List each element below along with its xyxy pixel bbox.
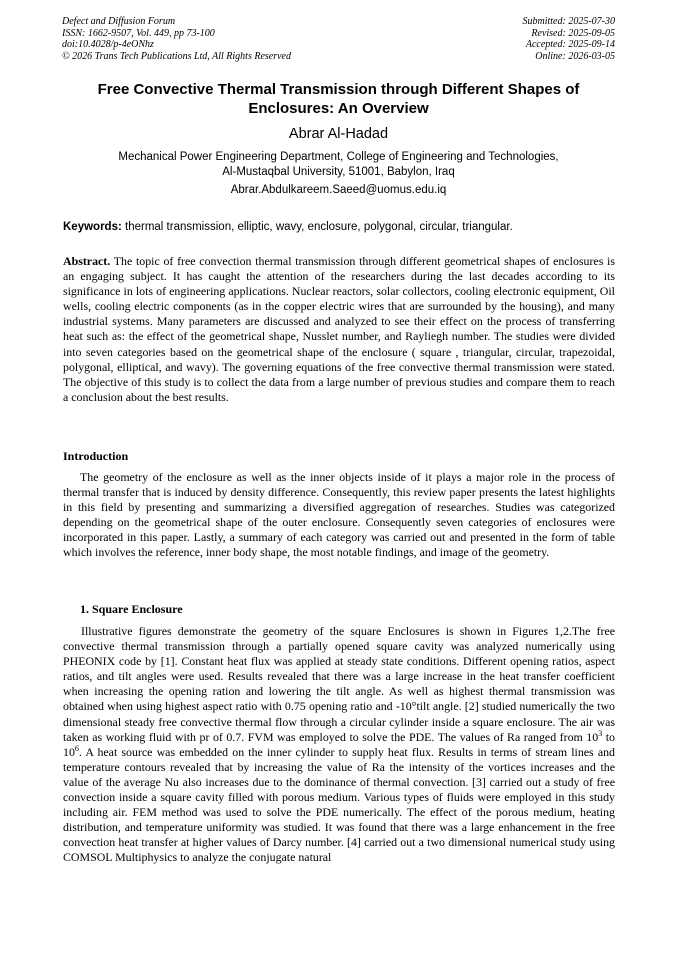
keywords-text: thermal transmission, elliptic, wavy, enclosure, polygonal, circular, triangular. xyxy=(125,221,513,233)
author-affiliation xyxy=(62,150,615,180)
abstract-paragraph xyxy=(63,254,615,405)
affiliation-line-1: Mechanical Power Engineering Department, College of Engineering and Technologies, xyxy=(118,151,559,163)
introduction-heading: Introduction xyxy=(63,449,129,463)
paper-title: Free Convective Thermal Transmission through Different Shapes of Enclosures: An Overview xyxy=(97,81,580,117)
journal-issn: ISSN: 1662-9507, Vol. 449, pp 73-100 xyxy=(62,27,215,39)
section-1-paragraph xyxy=(63,624,615,866)
journal-header xyxy=(62,16,291,62)
journal-doi: doi:10.4028/p-4eONhz xyxy=(62,39,154,50)
exponent-6: 6 xyxy=(74,743,79,753)
date-accepted: Accepted: 2025-09-14 xyxy=(525,39,615,50)
exponent-3: 3 xyxy=(598,728,603,738)
keywords xyxy=(63,220,615,235)
section-1-text-a: Illustrative figures demonstrate the geometry of the square Enclosures is shown in Figures 1,2.The free convective thermal transmission through a partially opened square cavity was analyzed numerically using PHEONIX code by [1]. Constant heat flux was applied at steady state conditions. Different opening ratios, aspect ratios, and tilt angles were used. Results revealed that there was a large increase in the heat transfer coefficient when increasing the opening ration and lowering the tilt angle. As well as highest thermal transmission was obtained when using highest aspect ratio with 0.75 opening ratio and -10°tilt angle. [2] studied numerically the two dimensional steady free convective thermal flow through a circular cylinder inside a square enclosure. The air was taken as working fluid with pr of 0.7. FVM was employed to solve the PDE. The values of Ra ranged from 10 xyxy=(63,624,615,744)
date-online: Online: 2026-03-05 xyxy=(535,50,615,62)
date-submitted: Submitted: 2025-07-30 xyxy=(522,16,615,27)
publication-dates xyxy=(523,16,616,62)
author-email: Abrar.Abdulkareem.Saeed@uomus.edu.iq xyxy=(230,184,447,196)
journal-copyright: © 2026 Trans Tech Publications Ltd, All Rights Reserved xyxy=(62,50,291,62)
keywords-label: Keywords: xyxy=(63,221,122,233)
affiliation-line-2: Al-Mustaqbal University, 51001, Babylon, Iraq xyxy=(222,166,455,178)
abstract-text: The topic of free convection thermal transmission through different geometrical shapes of enclosures is an engaging subject. It has caught the attention of the researchers during the last decades according to its significance in lots of engineering applications. Nuclear reactors, solar collectors, cooling electronic equipment, Oil wells, cooling electric components (as in the copper electric wires that are surrounded by the housing), and many industrial systems. Many parameters are discussed and analyzed to see their effect on the process of transferring heat such as: the effect of the geometrical shape, Nusslet number, and Rayliegh number. The studies were divided into seven categories based on the geometrical shape of the enclosure ( square , triangular, circular, trapezoidal, polygonal, elliptical, and wavy). The governing equations of the free convective thermal transmission were stated. The objective of this study is to collect the data from a large number of previous studies and compare them to reach a conclusion about the best results. xyxy=(63,254,615,404)
section-1-heading: 1. Square Enclosure xyxy=(80,602,183,616)
journal-name: Defect and Diffusion Forum xyxy=(62,16,176,27)
section-1-text-c: . A heat source was embedded on the inner cylinder to supply heat flux. Results in terms of stream lines and temperature contours revealed that by increasing the value of Ra the intensity of the vortices increases and the value of the average Nu also increases due to the dominance of thermal convection. [3] carried out a study of free convection inside a square cavity filled with porous medium. Various types of fluids were employed in this study including air. FEM method was used to solve the PDE numerically. The effect of the porous medium, heating distribution, and temperature uniformity was studied. It was found that there was a large enhancement in the free convection heat transfer at higher values of Darcy number. [4] carried out a two dimensional numerical study using COMSOL Multiphysics to analyze the conjugate natural xyxy=(63,744,615,865)
section-1-text-b: to 10 xyxy=(63,729,615,759)
date-revised: Revised: 2025-09-05 xyxy=(531,27,615,39)
author-name: Abrar Al-Hadad xyxy=(288,126,389,142)
introduction-paragraph: The geometry of the enclosure as well as the inner objects inside of it plays a major role in the process of thermal transfer that is induced by density difference. Consequently, this review paper presents the latest highlights in this field by presenting and summarizing a diversified aggregation of researches. Studies was categorized depending on the geometrical shape of the outer enclosure. Consequently seven categories of enclosures were incorporated in this paper. Lastly, a summary of each category was carried out and presented in the form of table which involves the reference, inner body shape, the most notable findings, and image of the geometry. xyxy=(63,470,615,560)
abstract-label: Abstract. xyxy=(63,254,111,268)
